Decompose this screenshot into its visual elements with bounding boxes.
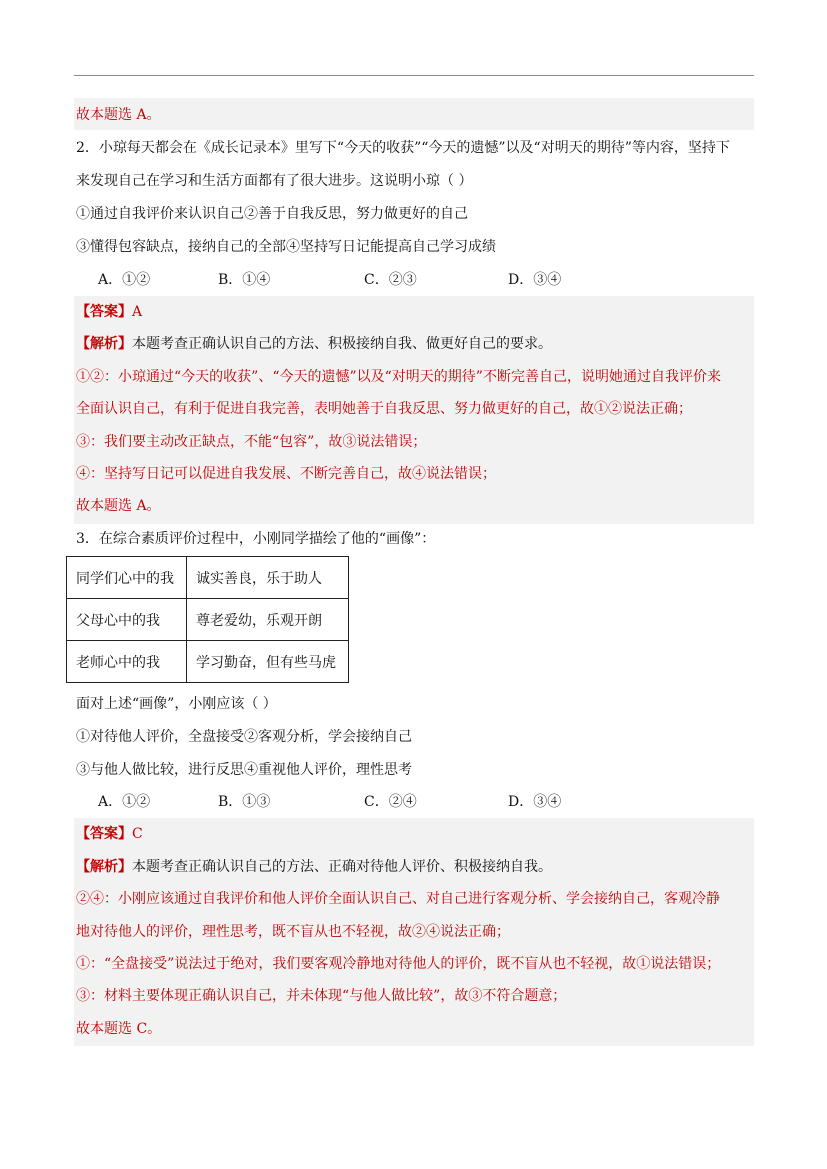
header-divider	[74, 75, 754, 76]
table-cell-evaluation: 学习勤奋，但有些马虎	[187, 641, 349, 683]
q3-analysis-tag: 【解析】	[76, 859, 132, 875]
q2-statements-line2: ③懂得包容缺点，接纳自己的全部④坚持写日记能提高自己学习成绩	[76, 239, 496, 255]
table-row	[67, 599, 349, 641]
q2-stem-line1: 2．小琼每天都会在《成长记录本》里写下“今天的收获”“今天的遗憾”以及“对明天的期待”等内容，坚持下	[76, 140, 730, 156]
q2-analysis-tag: 【解析】	[76, 336, 132, 352]
portrait-table	[66, 556, 349, 683]
q3-conclusion: 故本题选 C。	[76, 1021, 162, 1037]
q2-statements-line1: ①通过自我评价来认识自己②善于自我反思，努力做更好的自己	[76, 206, 468, 222]
q3-statements-line2: ③与他人做比较，进行反思④重视他人评价，理性思考	[76, 762, 412, 778]
q2-explanation-3: ④：坚持写日记可以促进自我发展、不断完善自己，故④说法错误；	[76, 466, 496, 482]
table-row	[67, 557, 349, 599]
q2-option-c[interactable]: C．②③	[364, 272, 417, 288]
q3-question: 面对上述“画像”，小刚应该（ ）	[76, 696, 277, 712]
table-row	[67, 641, 349, 683]
q3-explanation-2: ①：“全盘接受”说法过于绝对，我们要客观冷静地对待他人的评价，既不盲从也不轻视，故①说法错误；	[76, 956, 721, 972]
q3-option-a[interactable]: A．①②	[98, 794, 151, 810]
q2-conclusion: 故本题选 A。	[76, 498, 161, 514]
q3-explanation-1a: ②④：小刚应该通过自我评价和他人评价全面认识自己、对自己进行客观分析、学会接纳自己，客观冷静	[76, 891, 720, 907]
q3-option-b[interactable]: B．①③	[218, 794, 271, 810]
q2-stem-line2: 来发现自己在学习和生活方面都有了很大进步。这说明小琼（ ）	[76, 173, 473, 189]
table-cell-evaluation: 尊老爱幼，乐观开朗	[187, 599, 349, 641]
q2-explanation-2: ③：我们要主动改正缺点，不能“包容”，故③说法错误；	[76, 434, 427, 450]
table-cell-role: 老师心中的我	[67, 641, 187, 683]
q3-answer	[76, 824, 143, 844]
table-cell-role: 父母心中的我	[67, 599, 187, 641]
q2-answer-tag: 【答案】	[76, 304, 132, 320]
q3-answer-tag: 【答案】	[76, 826, 132, 842]
q2-option-b[interactable]: B．①④	[218, 272, 271, 288]
q3-option-c[interactable]: C．②④	[364, 794, 417, 810]
q2-analysis	[76, 334, 552, 354]
q2-option-d[interactable]: D．③④	[508, 272, 562, 288]
q2-answer	[76, 302, 142, 322]
q3-statements-line1: ①对待他人评价，全盘接受②客观分析，学会接纳自己	[76, 729, 412, 745]
q3-analysis-text: 本题考查正确认识自己的方法、正确对待他人评价、积极接纳自我。	[132, 859, 552, 875]
table-cell-role: 同学们心中的我	[67, 557, 187, 599]
q2-analysis-text: 本题考查正确认识自己的方法、积极接纳自我、做更好自己的要求。	[132, 336, 552, 352]
q3-explanation-1b: 地对待他人的评价，理性思考，既不盲从也不轻视，故②④说法正确；	[76, 924, 510, 940]
q3-answer-value: C	[132, 826, 143, 842]
table-cell-evaluation: 诚实善良，乐于助人	[187, 557, 349, 599]
q3-explanation-3: ③：材料主要体现正确认识自己，并未体现“与他人做比较”，故③不符合题意；	[76, 988, 567, 1004]
q3-stem: 3．在综合素质评价过程中，小刚同学描绘了他的“画像”：	[76, 531, 436, 547]
q3-option-d[interactable]: D．③④	[508, 794, 562, 810]
q2-option-a[interactable]: A．①②	[98, 272, 151, 288]
q2-explanation-1a: ①②：小琼通过“今天的收获”、“今天的遗憾”以及“对明天的期待”不断完善自己，说明她通过自我评价来	[76, 369, 721, 385]
q1-conclusion-block	[74, 98, 754, 130]
q2-explanation-1b: 全面认识自己，有利于促进自我完善，表明她善于自我反思、努力做更好的自己，故①②说法正确；	[76, 401, 692, 417]
q2-answer-value: A	[132, 304, 143, 320]
q3-analysis	[76, 857, 552, 877]
q1-conclusion: 故本题选 A。	[76, 107, 161, 123]
